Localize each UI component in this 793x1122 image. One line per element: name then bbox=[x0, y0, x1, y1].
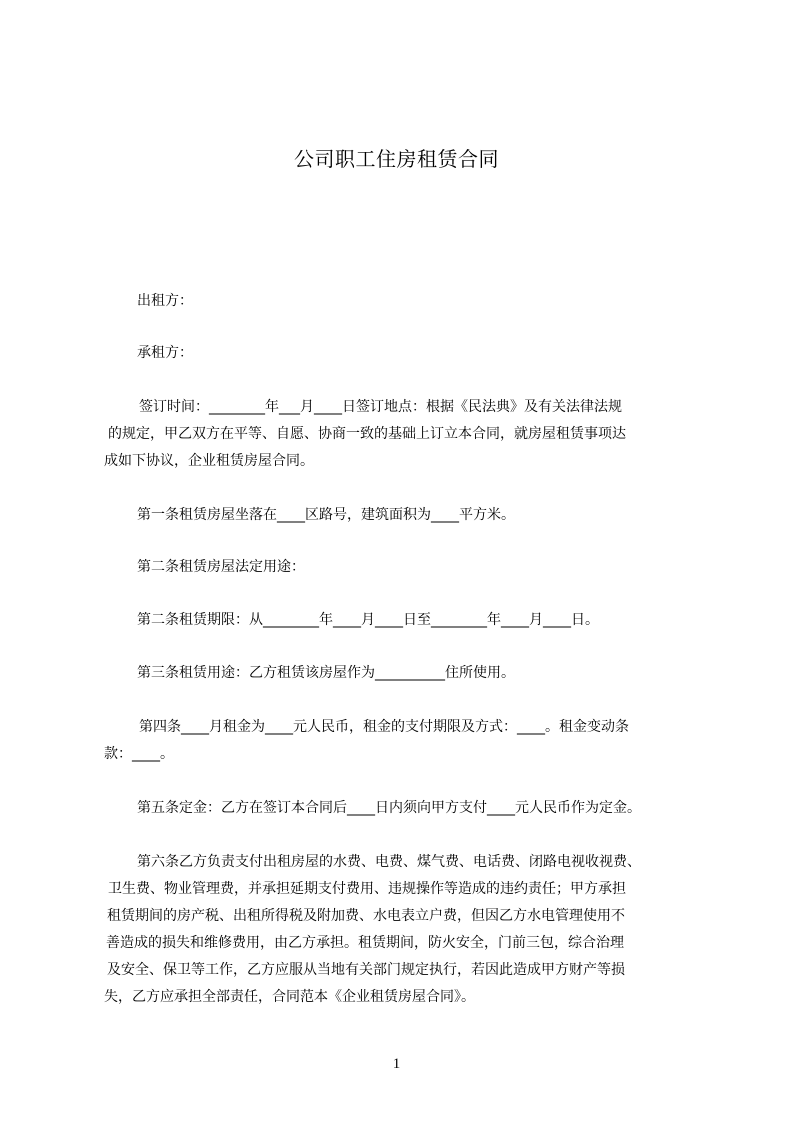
preamble-line-1: 签订时间：________年___月____日签订地点：根据《民法典》及有关法律法规 bbox=[139, 399, 622, 415]
article-2-usage: 第二条租赁房屋法定用途： bbox=[137, 559, 305, 575]
preamble-line-3: 成如下协议，企业租赁房屋合同。 bbox=[104, 453, 314, 469]
lessor-line: 出租方： bbox=[137, 293, 193, 309]
document-title: 公司职工住房租赁合同 bbox=[294, 147, 499, 171]
article-6-paragraph bbox=[0, 849, 641, 1011]
article-6-line-6: 失，乙方应承担全部责任，合同范本《企业租赁房屋合同》。 bbox=[104, 989, 475, 1005]
article-2-term: 第二条租赁期限：从________年____月____日至________年____月____日。 bbox=[137, 612, 599, 628]
article-6-line-2: 卫生费、物业管理费，并承担延期支付费用、违规操作等造成的违约责任；甲方承担 bbox=[108, 881, 626, 897]
article-4-line-2: 款：____。 bbox=[104, 746, 174, 762]
preamble-line-2: 的规定，甲乙双方在平等、自愿、协商一致的基础上订立本合同，就房屋租赁事项达 bbox=[108, 426, 626, 442]
article-4-line-1: 第四条____月租金为____元人民币，租金的支付期限及方式：____。租金变动条 bbox=[139, 719, 629, 735]
page-number: 1 bbox=[392, 1056, 401, 1072]
article-1: 第一条租赁房屋坐落在____区路号，建筑面积为____平方米。 bbox=[137, 507, 515, 523]
article-6-line-5: 及安全、保卫等工作，乙方应服从当地有关部门规定执行，若因此造成甲方财产等损 bbox=[107, 962, 625, 978]
article-6-line-4: 善造成的损失和维修费用，由乙方承担。租赁期间，防火安全，门前三包，综合治理 bbox=[106, 935, 624, 951]
article-4-paragraph bbox=[0, 714, 629, 768]
article-5: 第五条定金：乙方在签订本合同后____日内须向甲方支付____元人民币作为定金。 bbox=[137, 800, 641, 816]
article-6-line-3: 租赁期间的房产税、出租所得税及附加费、水电表立户费，但因乙方水电管理使用不 bbox=[107, 908, 625, 924]
preamble-paragraph bbox=[0, 394, 626, 475]
article-3: 第三条租赁用途：乙方租赁该房屋作为__________住所使用。 bbox=[137, 665, 515, 681]
lessee-line: 承租方： bbox=[137, 345, 193, 361]
article-6-line-1: 第六条乙方负责支付出租房屋的水费、电费、煤气费、电话费、闭路电视收视费、 bbox=[137, 854, 641, 870]
